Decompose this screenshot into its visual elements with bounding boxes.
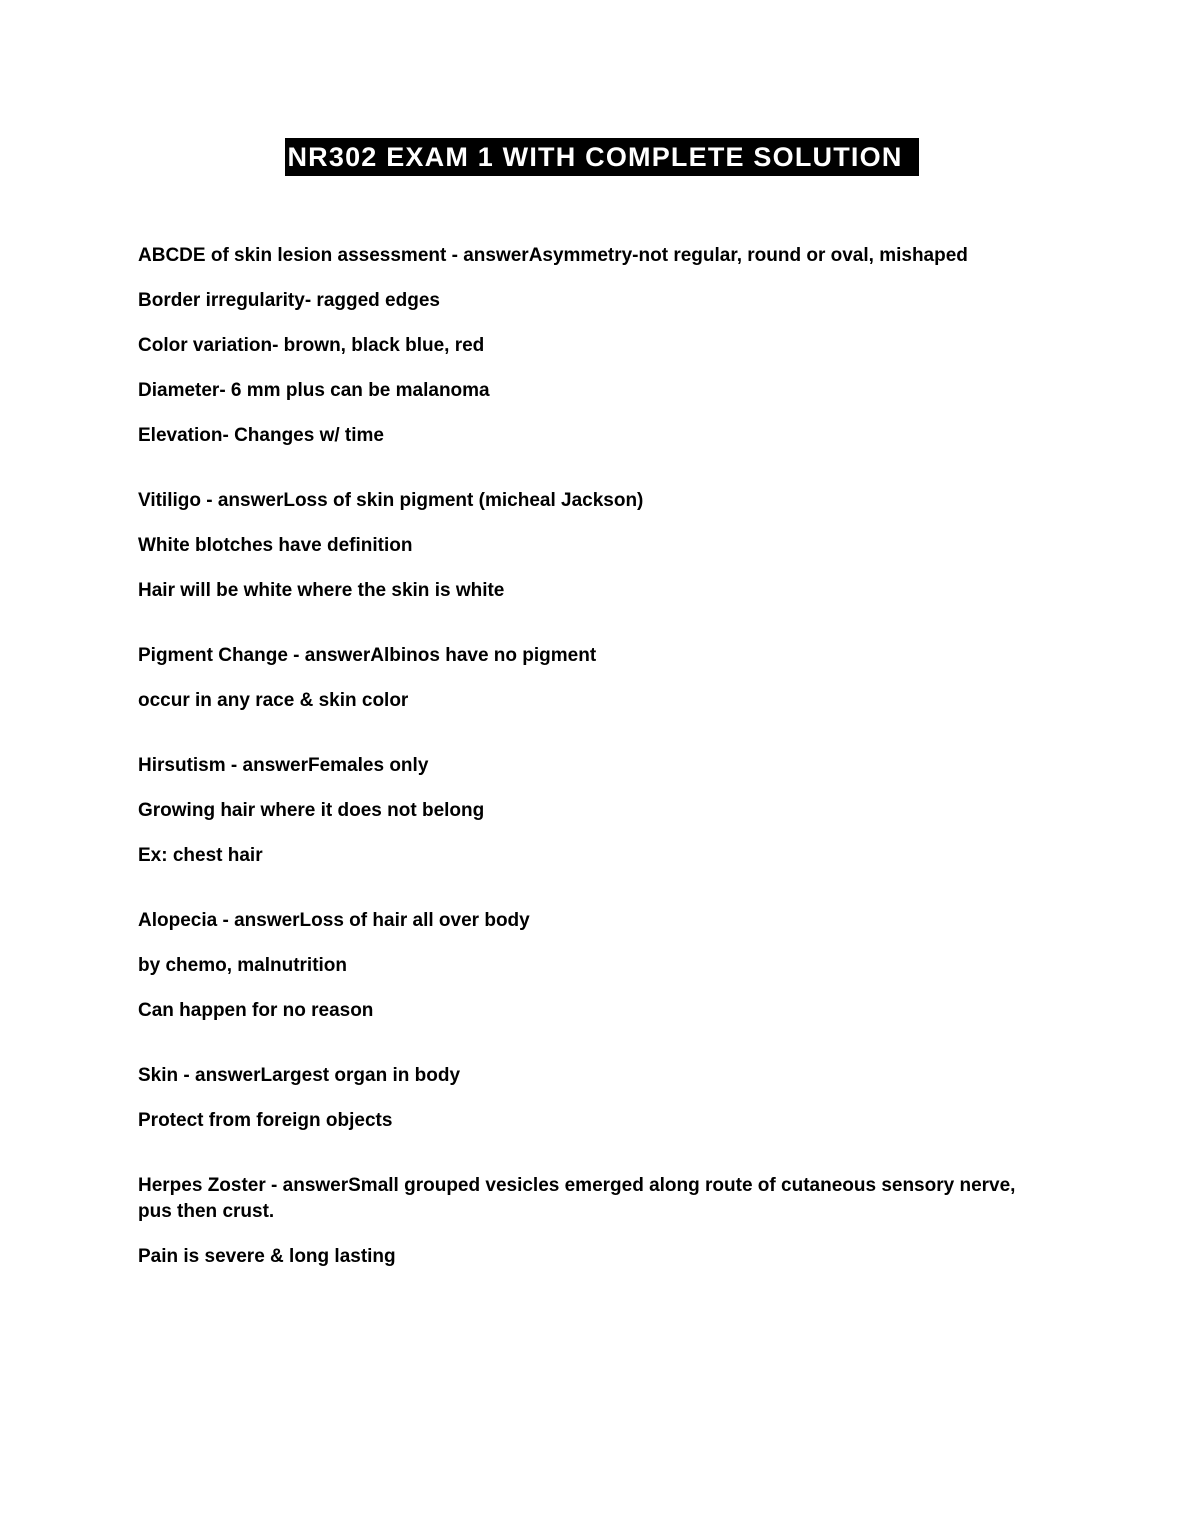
title-bar [0,138,1190,176]
entry-hirsutism [138,753,1048,869]
entry-line: Hair will be white where the skin is white [138,580,505,601]
entry-herpes-zoster [138,1173,1048,1270]
entry-line: Elevation- Changes w/ time [138,425,384,446]
entry-abcde [138,243,1048,449]
entry-line: Alopecia - answerLoss of hair all over body [138,910,530,931]
entry-line: Border irregularity- ragged edges [138,290,440,311]
entry-line: Herpes Zoster - answerSmall grouped vesicles emerged along route of cutaneous sensory nerve, pus then crust. [138,1175,1016,1222]
page-title: NR302 EXAM 1 WITH COMPLETE SOLUTION [285,138,918,176]
entry-line: Growing hair where it does not belong [138,800,485,821]
entry-line: ABCDE of skin lesion assessment - answerAsymmetry-not regular, round or oval, mishaped [138,245,968,266]
entry-line: Diameter- 6 mm plus can be malanoma [138,380,490,401]
entry-line: Vitiligo - answerLoss of skin pigment (micheal Jackson) [138,490,644,511]
entry-line: Hirsutism - answerFemales only [138,755,429,776]
entry-line: Skin - answerLargest organ in body [138,1065,461,1086]
entry-line: occur in any race & skin color [138,690,409,711]
entry-pigment-change [138,643,1048,714]
entry-line: Pigment Change - answerAlbinos have no pigment [138,645,597,666]
entry-line: White blotches have definition [138,535,413,556]
document-body [138,243,1048,1309]
entry-line: Protect from foreign objects [138,1110,393,1131]
entry-line: Pain is severe & long lasting [138,1246,396,1267]
entry-line: Can happen for no reason [138,1000,374,1021]
entry-skin [138,1063,1048,1134]
entry-line: Ex: chest hair [138,845,263,866]
entry-alopecia [138,908,1048,1024]
entry-line: by chemo, malnutrition [138,955,348,976]
entry-vitiligo [138,488,1048,604]
entry-line: Color variation- brown, black blue, red [138,335,485,356]
